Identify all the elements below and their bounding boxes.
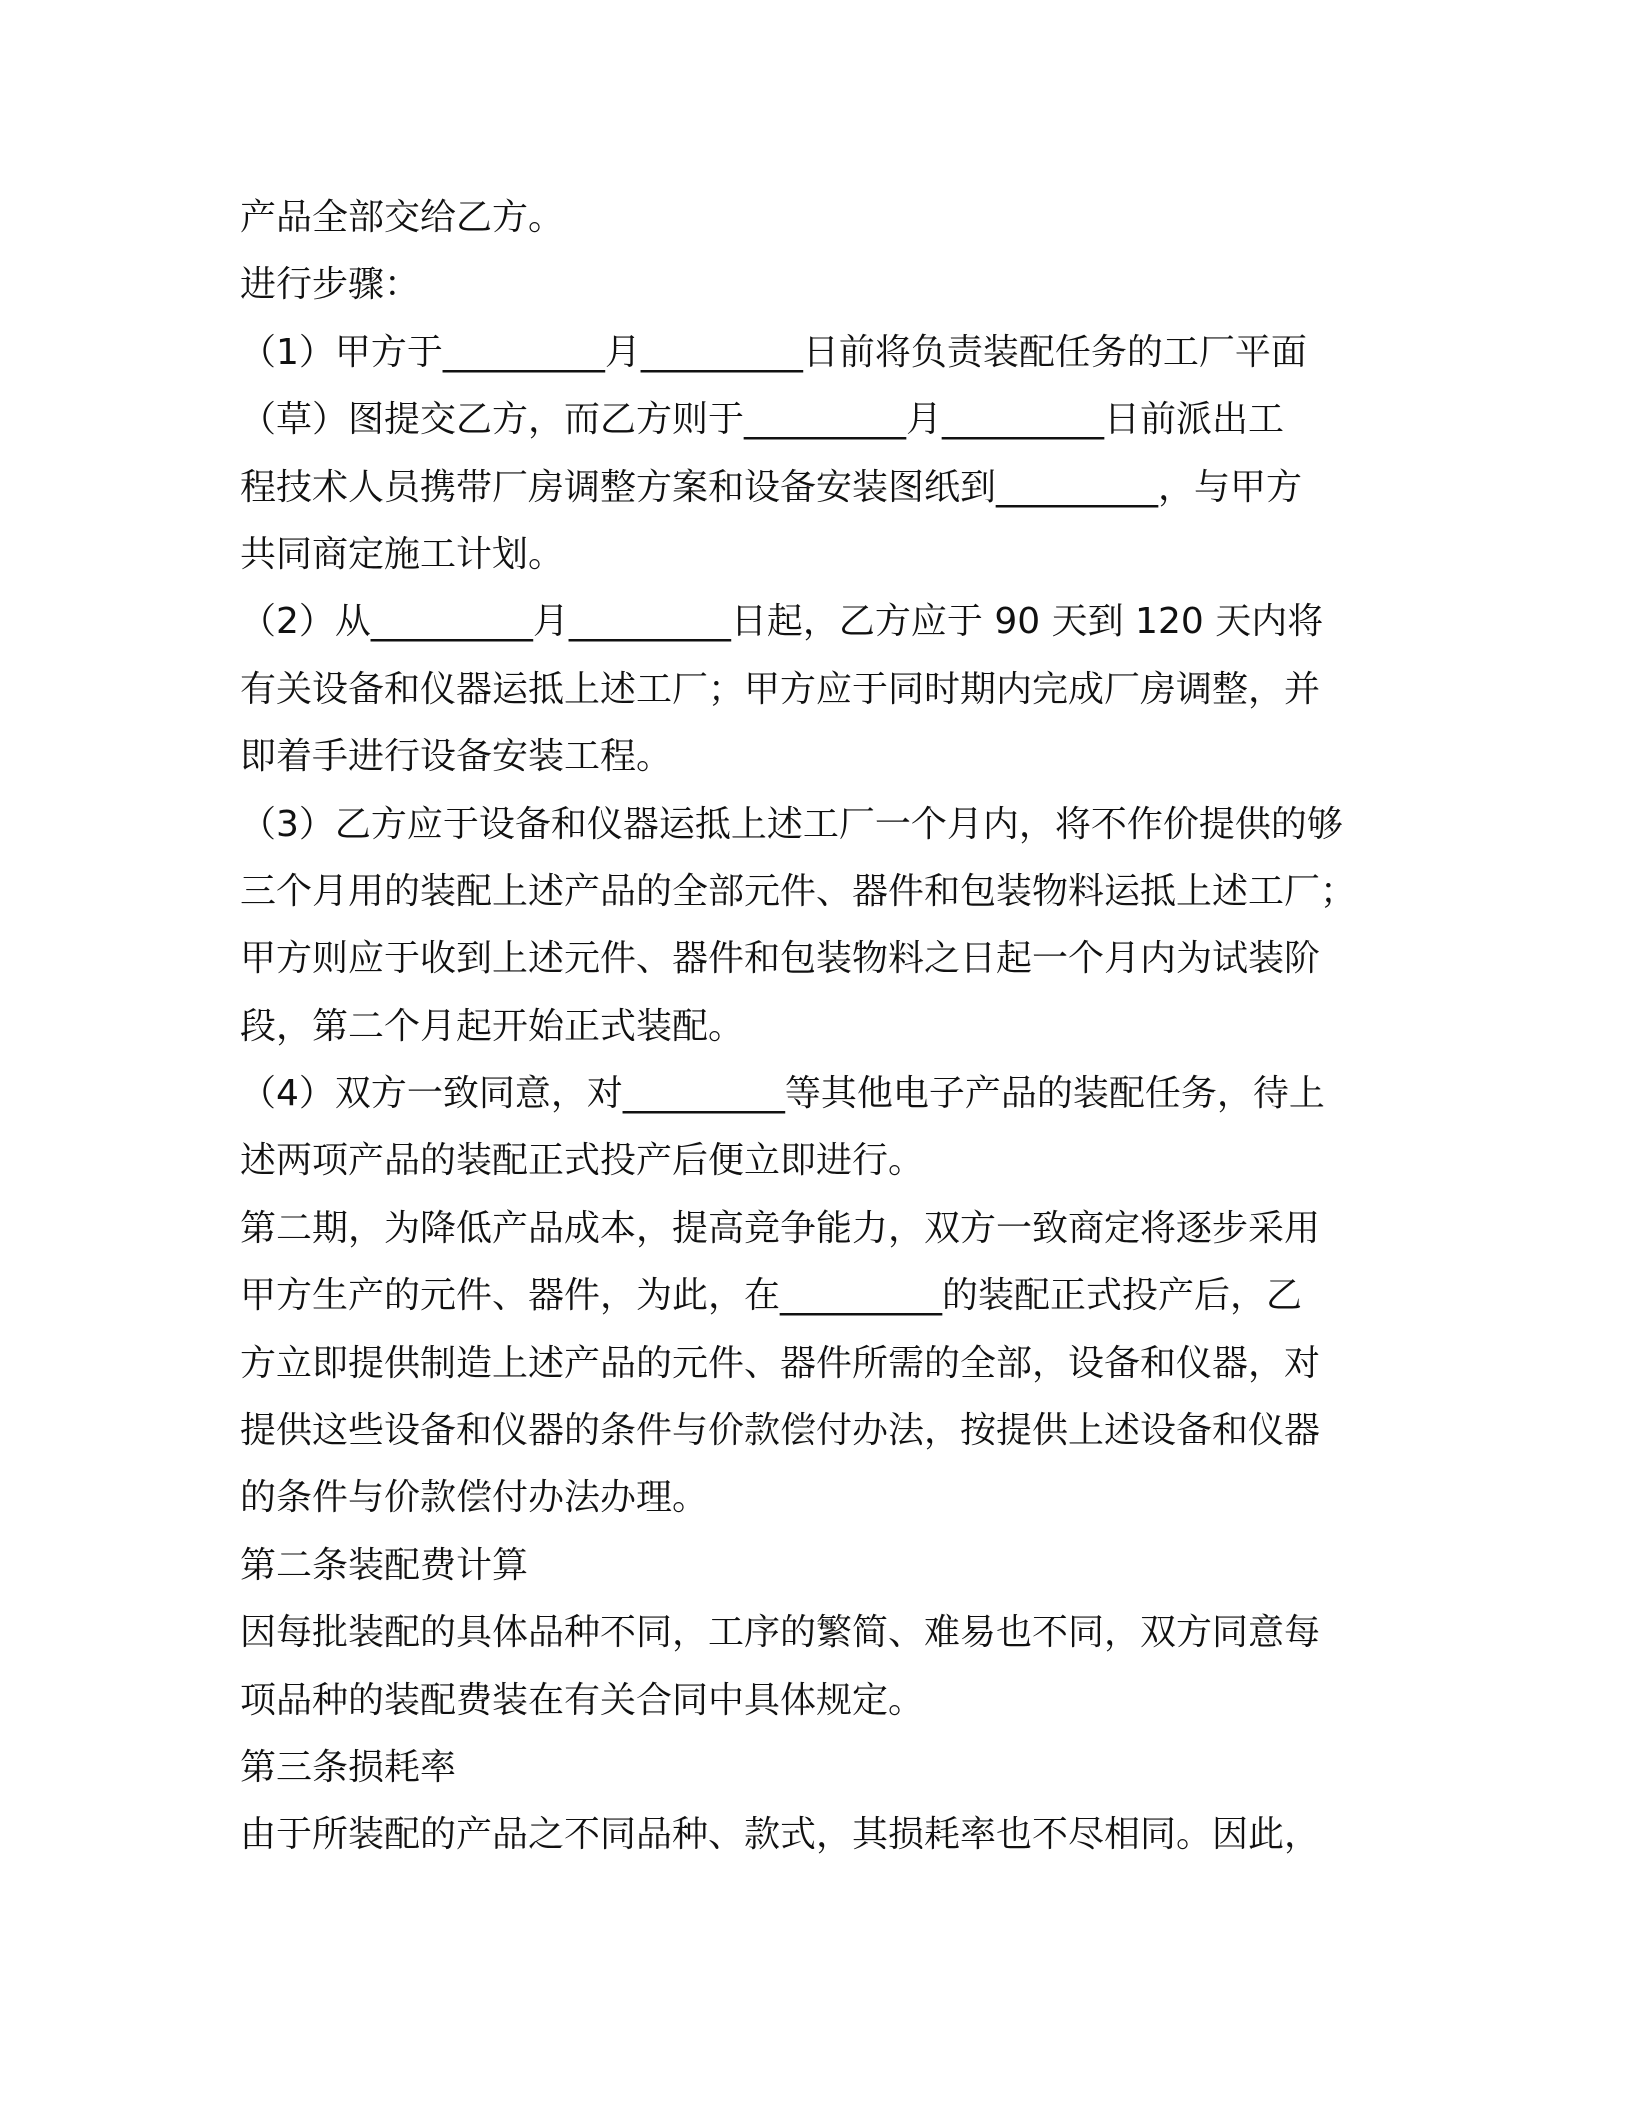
text-line: 进行步骤：: [240, 264, 421, 306]
text-line: 甲方生产的元件、器件，为此，在_________的装配正式投产后，乙: [240, 1275, 1303, 1317]
text-line: （1）甲方于_________月_________日前将负责装配任务的工厂平面: [240, 331, 1307, 373]
text-line: （3）乙方应于设备和仪器运抵上述工厂一个月内，将不作价提供的够: [240, 803, 1343, 845]
text-line: 由于所装配的产品之不同品种、款式，其损耗率也不尽相同。因此，: [240, 1814, 1321, 1856]
text-line: 述两项产品的装配正式投产后便立即进行。: [240, 1140, 925, 1182]
text-line: （2）从_________月_________日起，乙方应于 90 天到 120 天内将: [240, 601, 1324, 643]
text-line: （4）双方一致同意，对_________等其他电子产品的装配任务，待上: [240, 1073, 1325, 1115]
text-line: 因每批装配的具体品种不同，工序的繁简、难易也不同，双方同意每: [240, 1612, 1321, 1654]
text-line: 方立即提供制造上述产品的元件、器件所需的全部，设备和仪器，对: [240, 1342, 1321, 1384]
text-line: 程技术人员携带厂房调整方案和设备安装图纸到_________，与甲方: [240, 466, 1303, 508]
text-line: 甲方则应于收到上述元件、器件和包装物料之日起一个月内为试装阶: [240, 938, 1321, 980]
text-line: 项品种的装配费装在有关合同中具体规定。: [240, 1679, 925, 1721]
text-line: 即着手进行设备安装工程。: [240, 736, 673, 778]
document-page: [240, 184, 1410, 1869]
section-heading: 第二条装配费计算: [240, 1544, 529, 1586]
text-line: （草）图提交乙方，而乙方则于_________月_________日前派出工: [240, 399, 1285, 441]
section-heading: 第三条损耗率: [240, 1746, 457, 1788]
text-line: 的条件与价款偿付办法办理。: [240, 1477, 709, 1519]
text-line: 段，第二个月起开始正式装配。: [240, 1005, 745, 1047]
text-line: 提供这些设备和仪器的条件与价款偿付办法，按提供上述设备和仪器: [240, 1410, 1321, 1452]
text-line: 三个月用的装配上述产品的全部元件、器件和包装物料运抵上述工厂；: [240, 870, 1357, 912]
text-line: 产品全部交给乙方。: [240, 197, 565, 238]
text-line: 第二期，为降低产品成本，提高竞争能力，双方一致商定将逐步采用: [240, 1207, 1321, 1249]
text-line: 共同商定施工计划。: [240, 533, 565, 575]
text-line: 有关设备和仪器运抵上述工厂；甲方应于同时期内完成厂房调整，并: [240, 668, 1321, 710]
